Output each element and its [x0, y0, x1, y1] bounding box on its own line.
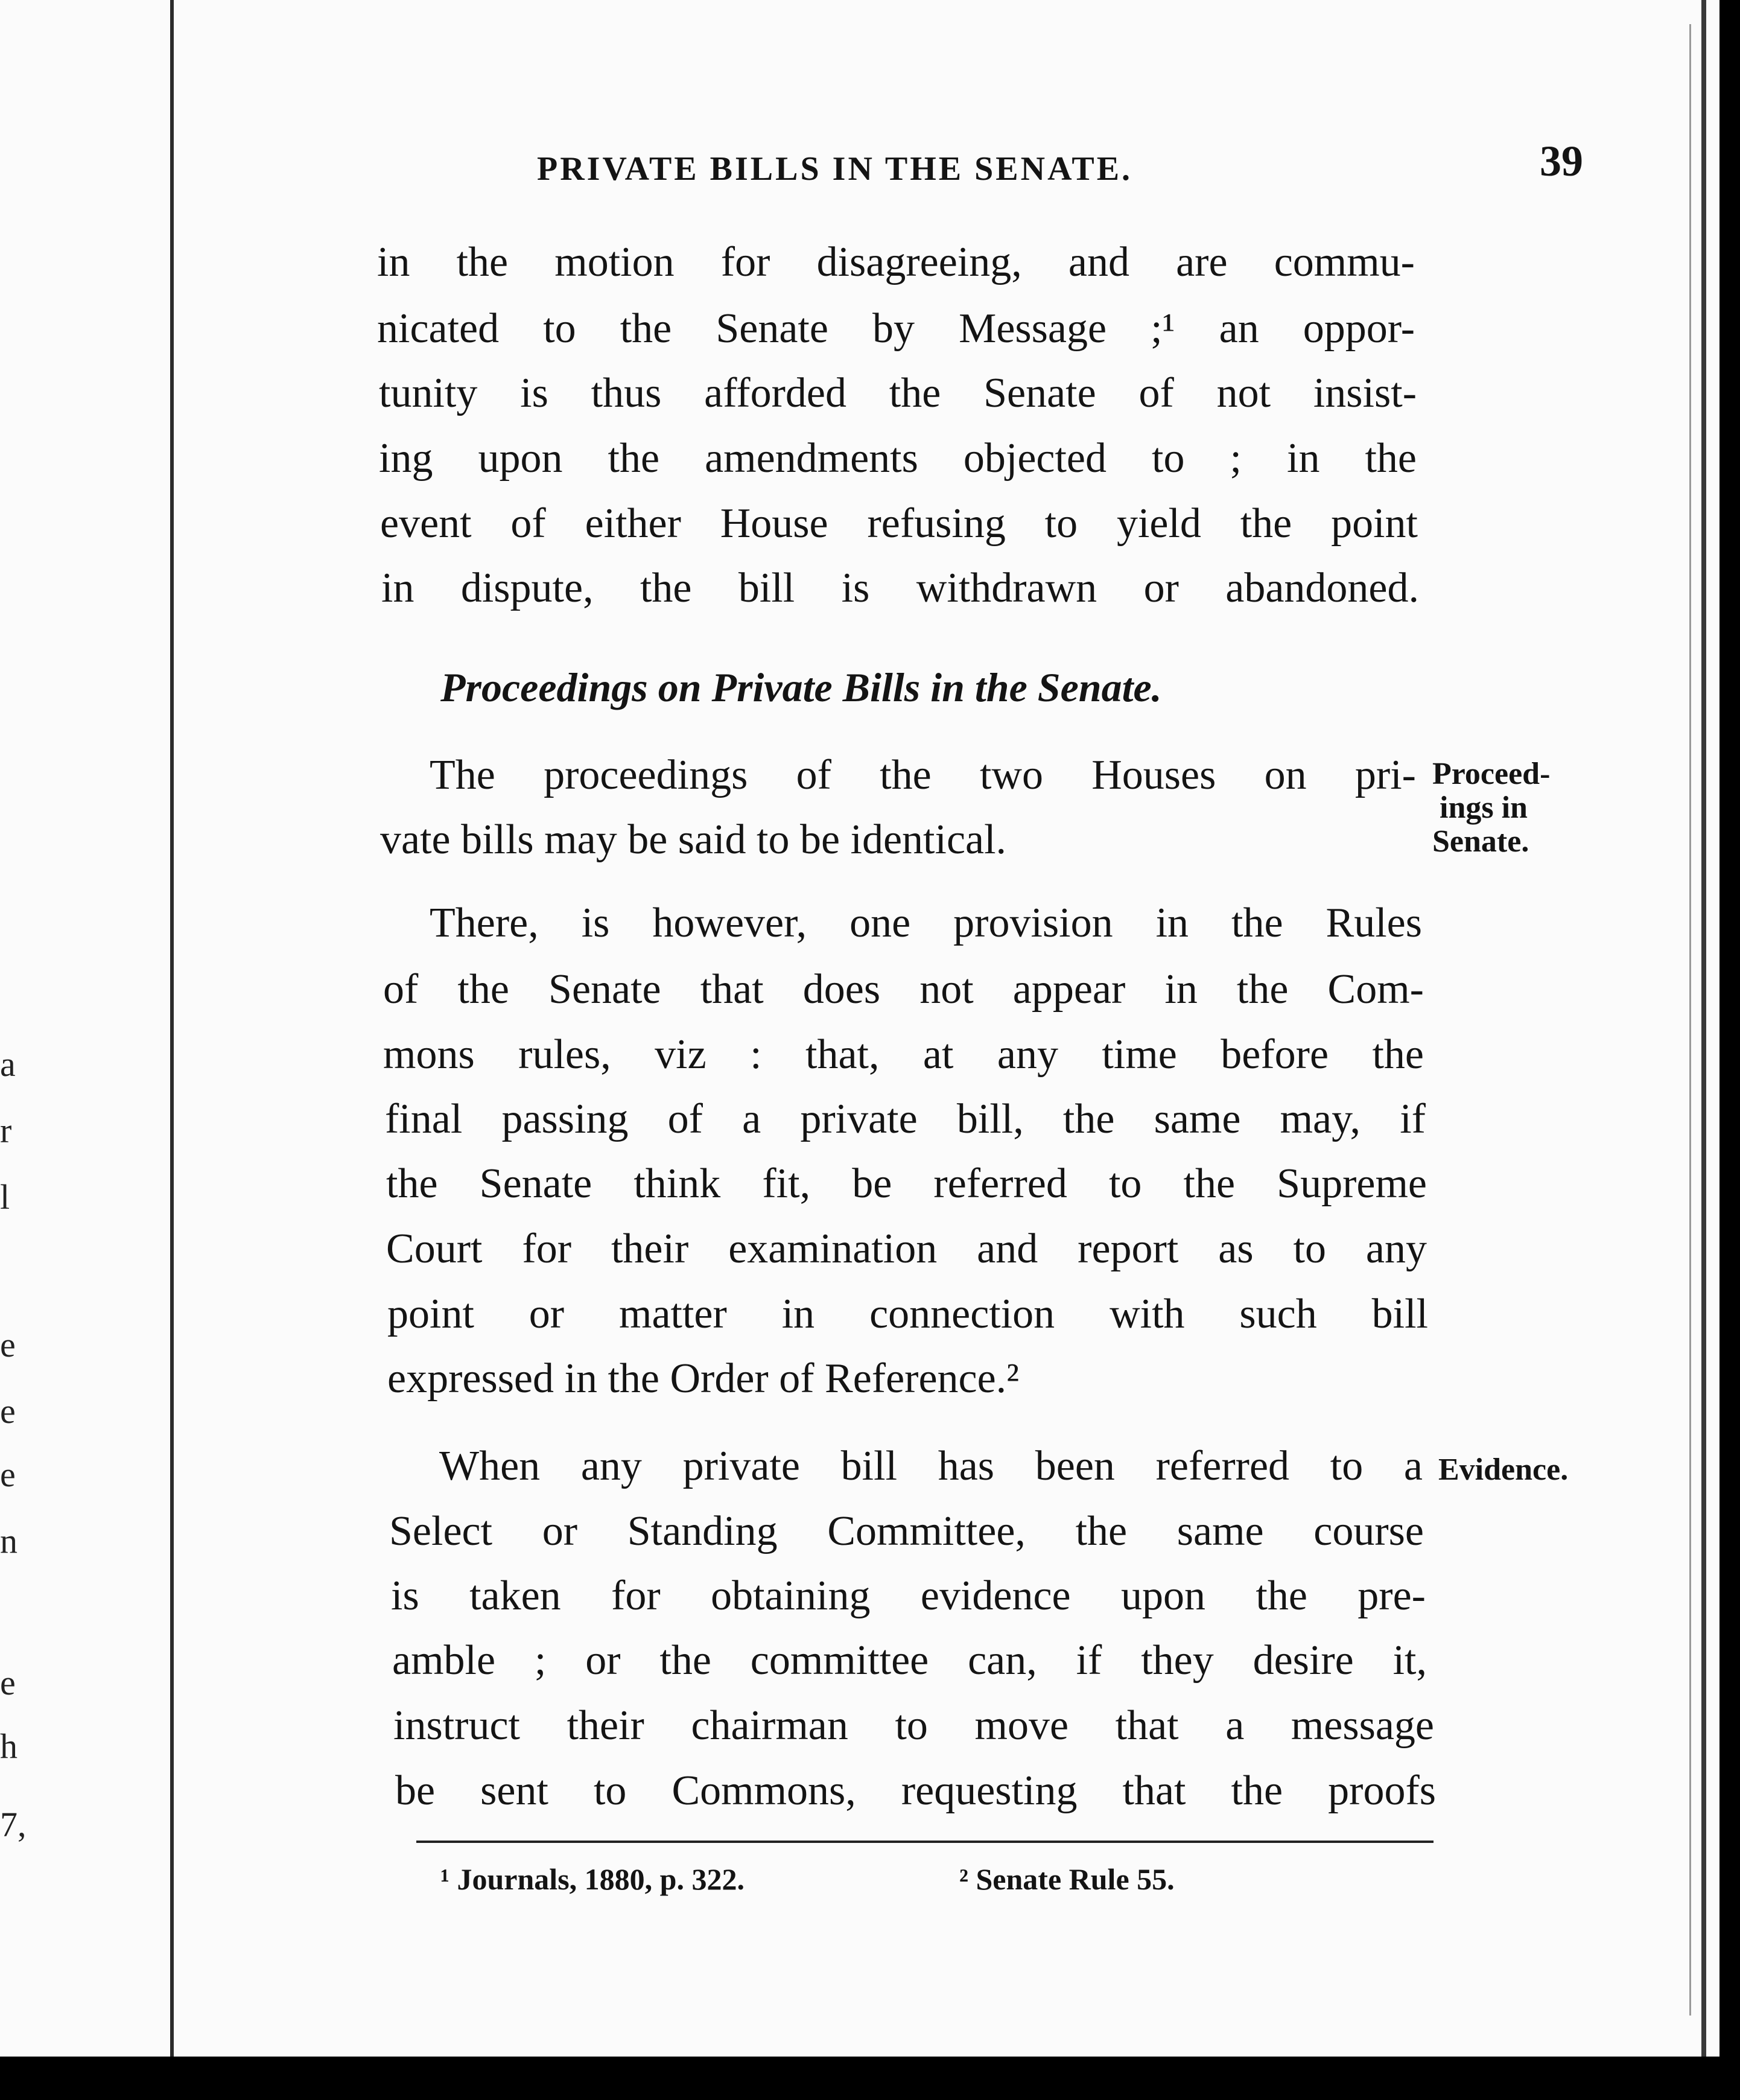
fragment-letter: 7,: [0, 1805, 27, 1844]
body-line: point or matter in connection with such bill: [387, 1291, 1428, 1337]
body-line: nicated to the Senate by Message ;¹ an oppor-: [377, 305, 1415, 352]
body-line: in the motion for disagreeing, and are commu-: [377, 239, 1415, 285]
book-spine: [170, 0, 174, 2057]
fragment-letter: l: [0, 1177, 10, 1217]
body-line: is taken for obtaining evidence upon the pre-: [391, 1573, 1426, 1619]
fragment-letter: e: [0, 1663, 16, 1702]
fragment-letter: a: [0, 1045, 16, 1084]
fragment-letter: n: [0, 1521, 17, 1561]
body-line: instruct their chairman to move that a message: [393, 1702, 1434, 1749]
body-line: There, is however, one provision in the Rules: [430, 900, 1422, 946]
body-line: When any private bill has been referred to a: [439, 1443, 1423, 1489]
body-line: in dispute, the bill is withdrawn or abandoned.: [381, 565, 1419, 611]
fragment-letter: e: [0, 1455, 16, 1494]
body-line: of the Senate that does not appear in the Com-: [383, 966, 1424, 1013]
sidenote-line: Senate.: [1432, 824, 1529, 859]
previous-page-fragments: [0, 0, 36, 2057]
sidenote-proceedings: [1432, 757, 1550, 859]
footnote-1: ¹ Journals, 1880, p. 322.: [440, 1862, 745, 1896]
body-line: ing upon the amendments objected to ; in the: [379, 435, 1417, 482]
body-line: mons rules, viz : that, at any time before the: [383, 1031, 1424, 1078]
body-line: the Senate think fit, be referred to the Supreme: [386, 1160, 1427, 1207]
body-line: tunity is thus afforded the Senate of not insist-: [379, 370, 1417, 416]
fragment-letter: r: [0, 1111, 12, 1150]
running-head: PRIVATE BILLS IN THE SENATE.: [537, 150, 1133, 188]
body-line: be sent to Commons, requesting that the proofs: [395, 1768, 1436, 1814]
section-heading: Proceedings on Private Bills in the Senate.: [440, 664, 1162, 710]
footnote-rule: [416, 1841, 1434, 1843]
body-line: The proceedings of the two Houses on pri-: [430, 752, 1416, 798]
body-line: final passing of a private bill, the same may, if: [385, 1096, 1426, 1142]
body-line: Select or Standing Committee, the same course: [389, 1508, 1424, 1554]
page-edge-shadow: [1689, 24, 1691, 2016]
page-edge: [1701, 0, 1706, 2057]
body-line: Court for their examination and report as to any: [386, 1226, 1427, 1272]
sidenote-evidence: Evidence.: [1438, 1452, 1569, 1487]
fragment-letter: e: [0, 1325, 16, 1364]
sidenote-line: ings in: [1440, 791, 1528, 825]
page-number: 39: [1540, 137, 1583, 185]
sidenote-line: Proceed-: [1432, 757, 1551, 791]
footnote-2: ² Senate Rule 55.: [959, 1862, 1175, 1896]
body-line: event of either House refusing to yield the point: [380, 500, 1418, 547]
fragment-letter: e: [0, 1392, 16, 1431]
fragment-letter: h: [0, 1726, 17, 1766]
body-line: expressed in the Order of Reference.²: [387, 1355, 1020, 1402]
body-line: amble ; or the committee can, if they desire it,: [392, 1637, 1427, 1684]
body-line: vate bills may be said to be identical.: [380, 816, 1007, 863]
